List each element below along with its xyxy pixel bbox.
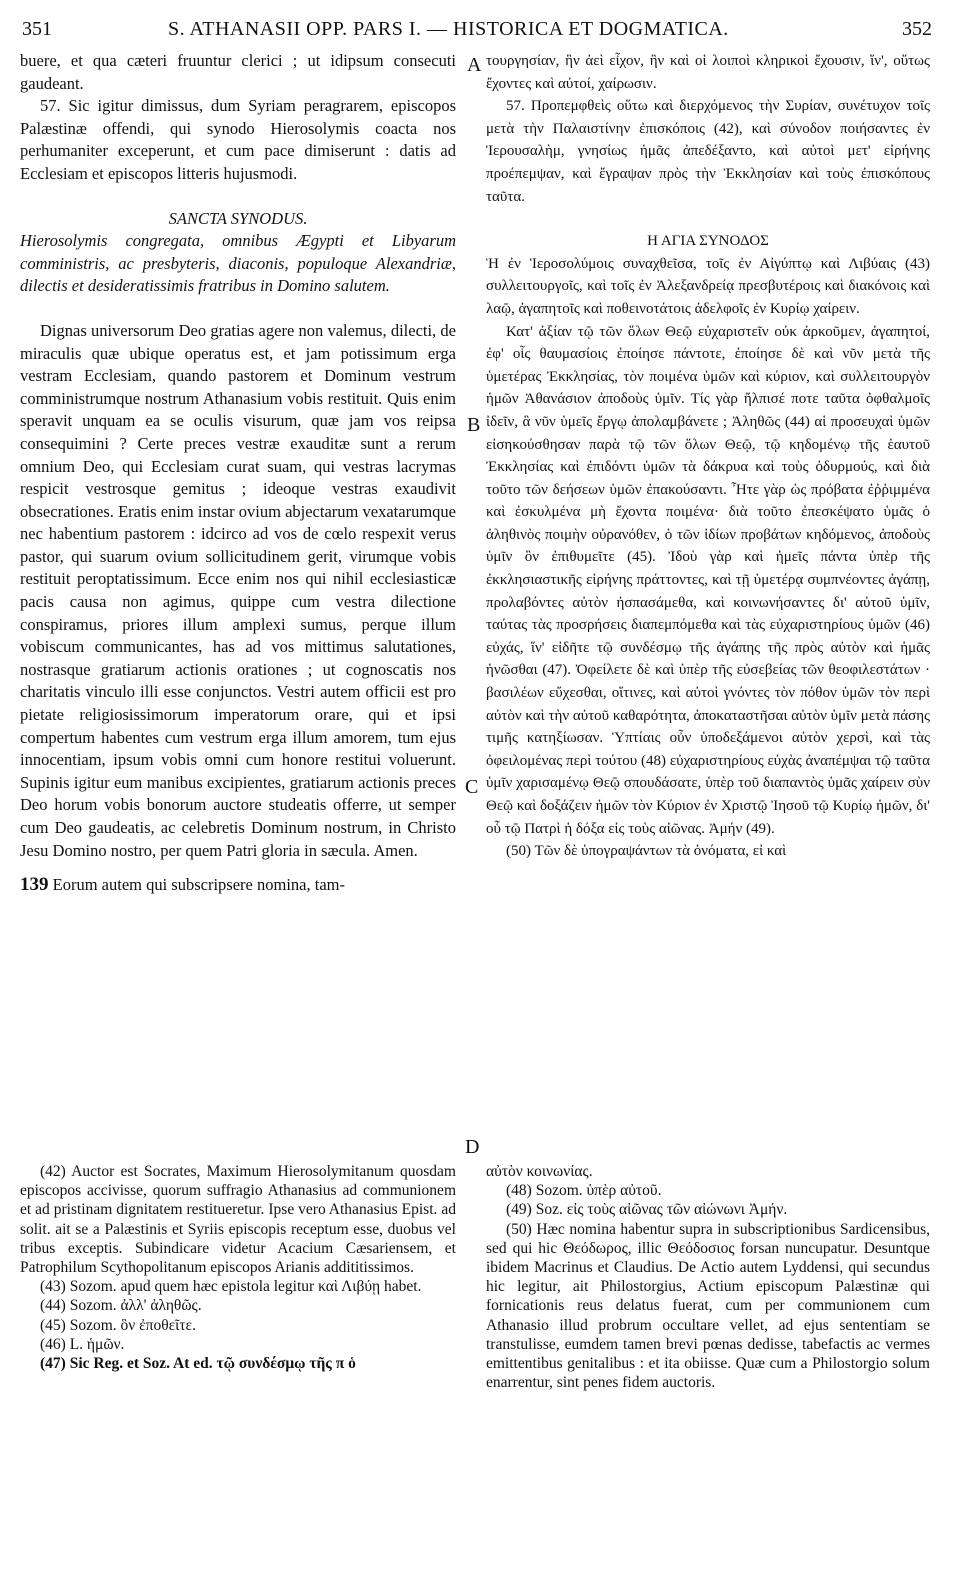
footnote-continuation: αὐτὸν κοινωνίας.	[486, 1163, 593, 1180]
latin-paragraph-57: 57. Sic igitur dimissus, dum Syriam peragrarem, episcopos Palæstinæ offendi, qui synodo Hierosolymis coacta nos perhumaniter exceperunt, et cum pace dimiserunt : datis ad Ecclesiam et episcopos litteris hujusmodi.	[20, 96, 456, 183]
greek-heading: Η ΑΓΙΑ ΣΥΝΟΔΟΣ	[647, 233, 769, 250]
latin-heading: SANCTA SYNODUS.	[168, 208, 308, 228]
latin-paragraph-continuation: buere, et qua cæteri fruuntur clerici ; ut idipsum consecuti gaudeant.	[20, 51, 456, 93]
latin-address: Hierosolymis congregata, omnibus Ægypti et Libyarum comministris, ac presbyteris, diaconis, populoque Alexandriæ, dilectis et desideratissimis fratribus in Domino salutem.	[20, 231, 456, 296]
footnote-44: (44) Sozom. ἀλλ' ἀληθῶς.	[40, 1297, 202, 1315]
greek-paragraph-57: 57. Προπεμφθεὶς οὕτω καὶ διερχόμενος τὴν Συρίαν, συνέτυχον τοῖς μετὰ τὴν Παλαιστίνην ἐπισκόποις (42), καὶ σύνοδον ποιήσαντες ἐν Ἱερουσαλὴμ, γνησίως ἡμᾶς ἀπεδέξαντο, καὶ αὐτοὶ μετ' εἰρήνης προέπεμψαν, καὶ ἔγραψαν πρὸς τὴν Ἐκκλησίαν καὶ τοὺς ἐπισκόπους ταῦτα.	[486, 98, 930, 205]
margin-letter-d: D	[465, 1136, 480, 1158]
column-number: 139	[20, 874, 49, 896]
greek-last-line: (50) Τῶν δὲ ὑπογραψάντων τὰ ὀνόματα, εἰ καὶ	[506, 843, 787, 860]
page-number-left: 351	[22, 18, 52, 40]
footnotes-right	[486, 1162, 930, 1392]
footnote-45: (45) Sozom. ὃν ἐποθεῖτε.	[40, 1316, 196, 1334]
greek-letter-body: Κατ' ἀξίαν τῷ τῶν ὅλων Θεῷ εὐχαριστεῖν οὐκ ἀρκοῦμεν, ἀγαπητοί, ἐφ' οἷς θαυμασίοις ἐποίησε πάντοτε, ἐποίησε δὲ καὶ νῦν μετὰ τῆς ὑμετέρας Ἐκκλησίας, τὸν ποιμένα ὑμῶν καὶ κύριον, καὶ συλλειτουργὸν ἡμῶν Ἀθανάσιον ἀποδοὺς ὑμῖν. Τίς γὰρ ἤλπισέ ποτε ταῦτα ὀφθαλμοῖς ἰδεῖν, ἃ νῦν ὑμεῖς ἔργῳ ἀπολαμβάνετε ; Ἀληθῶς (44) αἱ προσευχαὶ ὑμῶν εἰσηκούσθησαν παρὰ τῷ τῶν ὅλων Θεῷ, τῷ κηδομένῳ τῆς ἑαυτοῦ Ἐκκλησίας καὶ ἐπιδόντι ὑμῶν τὰ δάκρυα καὶ τοὺς ὀδυρμούς, καὶ διὰ τοῦτο τῶν δεήσεων ὑμῶν ἐπακούσαντι. Ἦτε γὰρ ὡς πρόβατα ἐῤῥιμμένα καὶ ἐσκυλμένα μὴ ἔχοντα ποιμένα· διὰ τοῦτο ἐπεσκέψατο ὑμᾶς ὁ ἀληθινὸς ποιμὴν οὐρανόθεν, ὁ τῶν ἰδίων προβάτων κηδόμενος, ἀποδοὺς ὑμῖν ὃν ἐπιθυμεῖτε (45). Ἰδοὺ γὰρ καὶ ἡμεῖς πάντα ὑπὲρ τῆς ἐκκλησιαστικῆς εἰρήνης πράττοντες, καὶ τῇ ὑμετέρᾳ συμπνέοντες ἀγάπῃ, προλαβόντες αὐτὸν ἠσπασάμεθα, καὶ κοινωνήσαντες δι' αὐτοῦ ὑμῖν, ταύτας τὰς προσρήσεις διαπεμπόμεθα καὶ τὰς εὐχαριστηρίους ὑμῶν (46) εὐχάς, ἵν' εἰδῆτε τῷ συνδέσμῳ τῆς ἀγάπης τῆς πρὸς αὐτὸν καὶ ἡμᾶς ἡνῶσθαι (47). Ὀφείλετε δὲ καὶ ὑπὲρ τῆς εὐσεβείας τῶν θεοφιλεστάτων · βασιλέων εὔχεσθαι, οἵτινες, καὶ αὐτοὶ γνόντες τὸν πόθον ὑμῶν τὸν περὶ αὐτὸν καὶ τὴν αὐτοῦ καθαρότητα, ἀποκαταστῆσαι αὐτὸν ὑμῖν μετὰ πάσης τιμῆς κατηξίωσαν. Ὑπτίαις οὖν ὑποδεξάμενοι αὐτὸν χερσὶ, καὶ τὰς ὀφειλομένας περὶ τούτου (48) εὐχαριστηρίους εὐχὰς ἀναπέμψαι τῷ ταῦτα ὑμῖν χαρισαμένῳ Θεῷ σπουδάσατε, ὑπὲρ τοῦ διαπαντὸς ὑμᾶς χαίρειν σὺν Θεῷ καὶ δοξάζειν ἡμῶν τὸν Κύριον ἐν Χριστῷ Ἰησοῦ τῷ Κυρίῳ ἡμῶν, δι' οὗ τῷ Πατρὶ ἡ δόξα εἰς τοὺς αἰῶνας. Ἀμήν (49).	[486, 323, 930, 837]
greek-column	[486, 50, 930, 863]
footnote-49: (49) Soz. εἰς τοὺς αἰῶνας τῶν αἰώνωνι Ἀμήν.	[506, 1201, 788, 1219]
page-header	[22, 14, 932, 44]
latin-last-text: Eorum autem qui subscripsere nomina, tam-	[48, 875, 345, 895]
page-number-right: 352	[902, 18, 932, 40]
latin-last-line	[20, 874, 456, 897]
greek-paragraph-continuation: τουργησίαν, ἣν ἀεὶ εἶχον, ἣν καὶ οἱ λοιποὶ κληρικοὶ ἔχουσιν, ἵν', οὕτως ἔχοντες καὶ αὐτοί, χαίρωσιν.	[486, 53, 930, 92]
footnote-46: (46) L. ἡμῶν.	[40, 1335, 125, 1353]
latin-letter-body: Dignas universorum Deo gratias agere non valemus, dilecti, de miraculis quæ ubique operatus est, et jam potissimum erga vestram Ecclesiam, quando pastorem et Dominum vestrum comministrumque nostrum Athanasium vobis restituit. Quis enim speravit unquam ea se oculis visurum, quæ jam vos reipsa consequimini ? Certe preces vestræ exauditæ sunt a rerum omnium Deo, qui Ecclesiam curat suam, qui vestras lacrymas respicit vestrosque gemitus ; ideoque vestras exaudivit obsecrationes. Eratis enim instar ovium abjectarum vexatarumque nec habentium pastorem : idcirco ad vos de cœlo respexit verus pastor, qui suarum ovium sollicitudinem gerit, virumque vobis restituit peroptatissimum. Ecce enim nos qui nihil ecclesiasticæ pacis causa non agimus, quippe cum vestra dilectione conspiramus, priores illum amplexi sumus, perque illum vobiscum communicantes, has ad vos mittimus salutationes, nostrasque gratiarum actionis orationes ; ut cognoscatis nos charitatis vinculo illi esse conjunctos. Vestri autem officii est pro pietate religiosissimorum imperatorum orare, qui et ipsi compertum habentes cum vestrum erga illum amorem, tum ejus innocentiam, ipsum vobis omni cum honore restitui voluerunt. Supinis igitur eum manibus excipientes, gratiarum actionis preces Deo horum vobis bonorum auctore studeatis offerre, ut semper cum Deo gaudeatis, ac celebretis Dominum nostrum, in Christo Jesu Domino nostro, per quem Patri gloria in sæcula. Amen.	[20, 320, 456, 860]
footnote-47: (47) Sic Reg. et Soz. At ed. τῷ συνδέσμῳ τῆς π ὁ	[40, 1355, 356, 1373]
margin-letter-b: B	[467, 414, 481, 436]
greek-address: Ἡ ἐν Ἱεροσολύμοις συναχθεῖσα, τοῖς ἐν Αἰγύπτῳ καὶ Λιβύαις (43) συλλειτουργοῖς, καὶ τοῖς ἐν Ἀλεξανδρείᾳ πρεσβυτέροις καὶ διακόνοις καὶ λαῷ, ἀγαπητοῖς καὶ ποθεινοτάτοις ἀδελφοῖς ἐν Κυρίῳ χαίρειν.	[486, 255, 930, 317]
margin-letter-c: C	[465, 776, 479, 798]
margin-letter-a: A	[467, 54, 482, 76]
latin-column	[20, 50, 456, 897]
footnote-43: (43) Sozom. apud quem hæc epistola legitur καὶ Λιβύῃ habet.	[40, 1278, 422, 1296]
footnote-42: (42) Auctor est Socrates, Maximum Hierosolymitanum quosdam episcopos accivisse, quorum suffragio Athanasius ad communionem et ad pristinam dignitatem restitueretur. Ipse vero Athanasius Epist. ad solit. ait se a Palæstinis et Syriis episcopis receptum esse, duobus vel tribus exceptis. Subindicare videtur Acacium Cæsariensem, et Patrophilum Scythopolitanum episcopos Arianis addititissimos.	[20, 1163, 456, 1277]
footnote-48: (48) Sozom. ὑπὲρ αὐτοῦ.	[506, 1182, 662, 1200]
footnotes-left	[20, 1162, 456, 1373]
footnote-50: (50) Hæc nomina habentur supra in subscriptionibus Sardicensibus, sed qui hic Θεόδωρος, illic Θεόδοσιος forsan nuncupatur. Desuntque ibidem Macrinus et Claudius. De Actio autem Lyddensi, qui secundus hic legitur, ait Philostorgius, Actium episcopum Palæstinæ qui fornicationis reus delatus fuerat, cum per communionem cum Athanasio illud probrum occultare vellet, ad ejus sententiam se transtulisse, eumdem tamen brevi pœnas dedisse, tabefactis ac vermes emittentibus genitalibus : et ita obiisse. Quæ cum a Philostorgio solum enarrentur, sint penes fidem auctoris.	[486, 1220, 930, 1392]
running-title: S. ATHANASII OPP. PARS I. — HISTORICA ET DOGMATICA.	[168, 18, 729, 40]
